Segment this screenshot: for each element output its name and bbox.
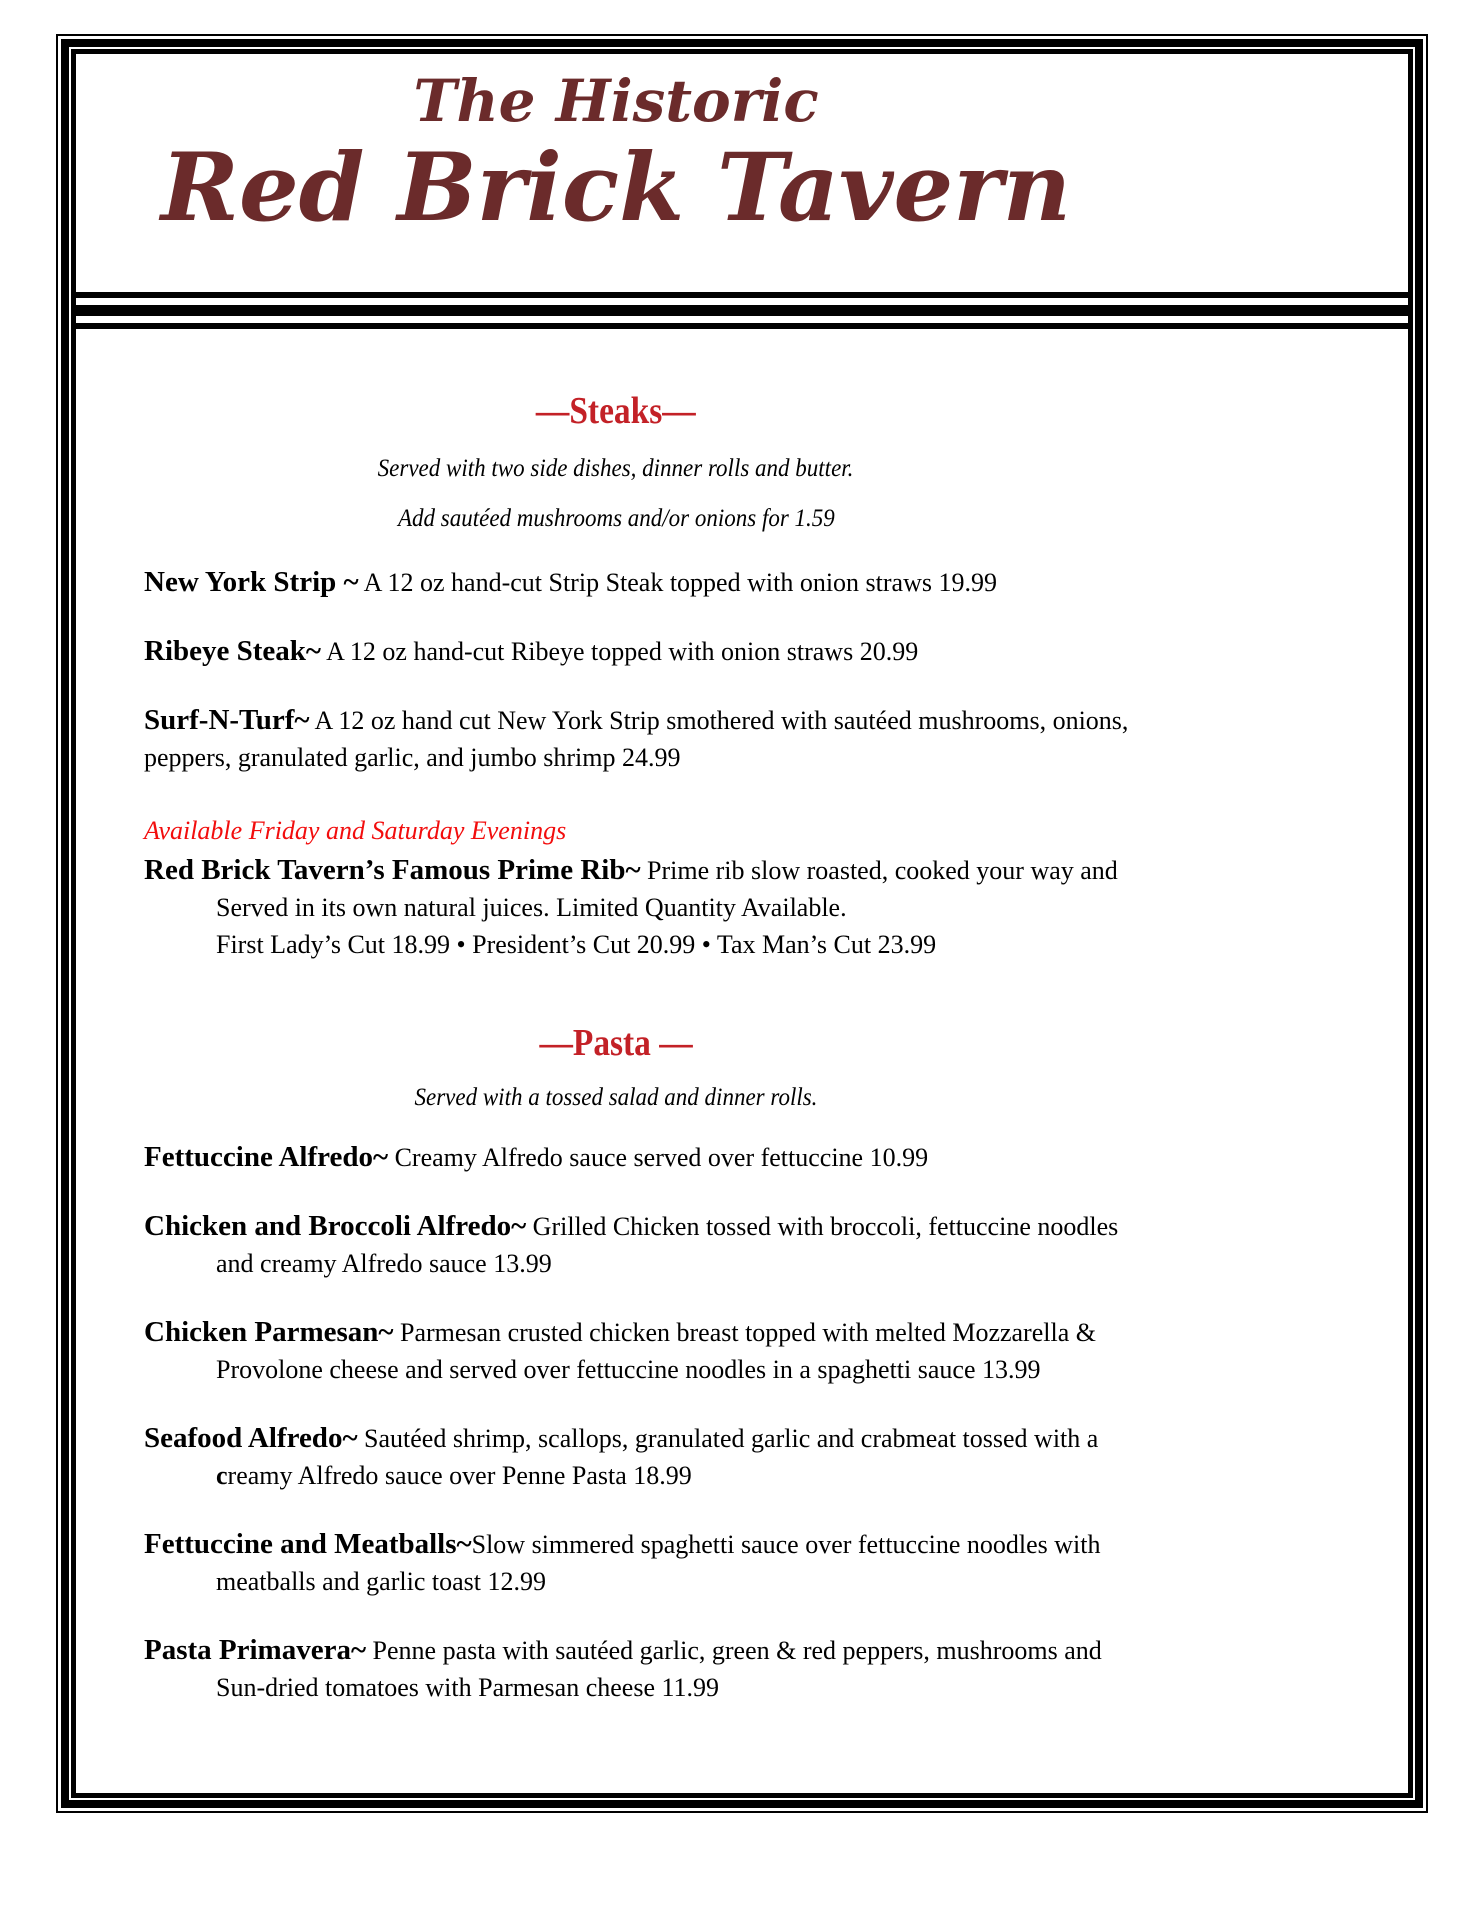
section-heading-steaks [76, 389, 1156, 435]
item-line [144, 1139, 1156, 1176]
item-line-continuation [144, 739, 1156, 776]
menu-item-famous-prime-rib [144, 852, 1156, 963]
menu-item-fettuccine-alfredo [144, 1139, 1156, 1176]
item-description: reamy Alfredo sauce over Penne Pasta 18.99 [227, 1460, 692, 1490]
item-description: Provolone cheese and served over fettuccine noodles in a spaghetti sauce 13.99 [216, 1354, 1041, 1384]
item-description: Sautéed shrimp, scallops, granulated garlic and crabmeat tossed with a [357, 1423, 1099, 1453]
page-border-frame-inner [71, 49, 1413, 1798]
item-line-continuation [144, 1563, 1156, 1600]
title-block [76, 54, 1156, 243]
divider-line-bottom [76, 323, 1408, 329]
divider-line-top [76, 292, 1408, 298]
item-name: Surf-N-Turf~ [144, 703, 310, 736]
item-line [144, 633, 1156, 670]
menu-item-surf-n-turf [144, 702, 1156, 776]
item-description: Prime rib slow roasted, cooked your way and [640, 855, 1118, 885]
item-description: Served in its own natural juices. Limited Quantity Available. [216, 892, 847, 922]
item-description: Parmesan crusted chicken breast topped with melted Mozzarella & [393, 1317, 1096, 1347]
item-name: New York Strip ~ [144, 565, 359, 598]
item-line-continuation [144, 1245, 1156, 1282]
menu-content [76, 54, 1408, 1793]
item-name: Red Brick Tavern’s Famous Prime Rib~ [144, 853, 641, 886]
item-description: meatballs and garlic toast 12.99 [216, 1566, 546, 1596]
item-line-continuation [144, 889, 1156, 926]
item-description: and creamy Alfredo sauce 13.99 [216, 1248, 552, 1278]
page-border-frame-middle [61, 39, 1423, 1808]
menu-item-ribeye-steak [144, 633, 1156, 670]
item-line [144, 564, 1156, 601]
item-name: Chicken and Broccoli Alfredo~ [144, 1209, 527, 1242]
divider-line-middle [76, 305, 1408, 316]
page-border-frame [56, 34, 1428, 1813]
item-name: Fettuccine and Meatballs~ [144, 1527, 472, 1560]
item-line [144, 702, 1156, 739]
item-price-options [144, 926, 1156, 963]
item-description: Penne pasta with sautéed garlic, green & red peppers, mushrooms and [366, 1635, 1102, 1665]
item-description: A 12 oz hand cut New York Strip smothered with sautéed mushrooms, onions, [309, 705, 1129, 735]
item-line [144, 1526, 1156, 1563]
item-prices: First Lady’s Cut 18.99 • President’s Cut 20.99 • Tax Man’s Cut 23.99 [216, 929, 937, 959]
menu-item-new-york-strip [144, 564, 1156, 601]
section-heading-pasta [76, 1021, 1156, 1067]
menu-item-chicken-broccoli-alfredo [144, 1208, 1156, 1282]
steaks-note-sides [76, 453, 1156, 486]
item-line-continuation [144, 1457, 1156, 1494]
item-line-continuation [144, 1351, 1156, 1388]
item-line [144, 1420, 1156, 1457]
item-description: Slow simmered spaghetti sauce over fettuccine noodles with [471, 1529, 1101, 1559]
steaks-note-addons [76, 503, 1156, 536]
item-line [144, 852, 1156, 889]
title-divider [76, 292, 1408, 329]
item-description-bold-initial: c [216, 1460, 228, 1490]
section-heading-steaks-label: —Steaks— [536, 390, 696, 433]
item-description: Creamy Alfredo sauce served over fettuccine 10.99 [388, 1142, 929, 1172]
restaurant-name: Red Brick Tavern [160, 132, 1072, 243]
menu-text-column [76, 389, 1156, 1706]
item-description: peppers, granulated garlic, and jumbo shrimp 24.99 [144, 742, 681, 772]
menu-item-seafood-alfredo [144, 1420, 1156, 1494]
menu-item-chicken-parmesan [144, 1314, 1156, 1388]
item-line [144, 1632, 1156, 1669]
item-description: Grilled Chicken tossed with broccoli, fettuccine noodles [526, 1211, 1119, 1241]
item-description: A 12 oz hand-cut Strip Steak topped with onion straws 19.99 [358, 567, 997, 597]
item-line [144, 1208, 1156, 1245]
item-line [144, 1314, 1156, 1351]
menu-item-fettuccine-and-meatballs [144, 1526, 1156, 1600]
menu-item-pasta-primavera [144, 1632, 1156, 1706]
restaurant-title-prefix: The Historic [413, 67, 819, 135]
item-name: Chicken Parmesan~ [144, 1315, 394, 1348]
steaks-note-sides-text: Served with two side dishes, dinner rolls and butter. [378, 454, 854, 482]
pasta-note-sides [76, 1082, 1156, 1115]
item-description: Sun-dried tomatoes with Parmesan cheese 11.99 [216, 1672, 720, 1702]
section-heading-pasta-label: —Pasta — [539, 1021, 693, 1064]
steaks-note-addons-text: Add sautéed mushrooms and/or onions for 1.59 [397, 505, 835, 533]
item-name: Pasta Primavera~ [144, 1633, 367, 1666]
pasta-note-sides-text: Served with a tossed salad and dinner rolls. [414, 1084, 818, 1112]
item-line-continuation [144, 1669, 1156, 1706]
item-name: Ribeye Steak~ [144, 634, 321, 667]
item-name: Seafood Alfredo~ [144, 1421, 358, 1454]
availability-note: Available Friday and Saturday Evenings [144, 815, 567, 845]
item-name: Fettuccine Alfredo~ [144, 1140, 389, 1173]
item-description: A 12 oz hand-cut Ribeye topped with onion straws 20.99 [321, 636, 919, 666]
